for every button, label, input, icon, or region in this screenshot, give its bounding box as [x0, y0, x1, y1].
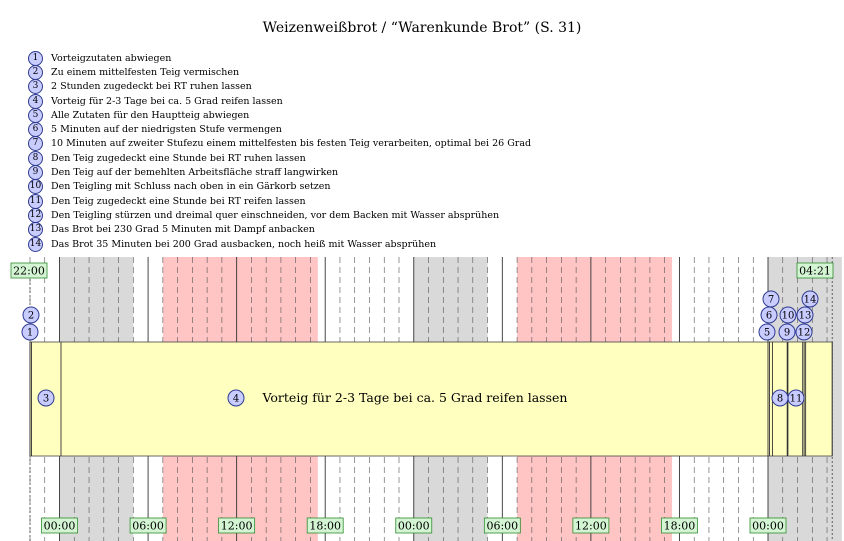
step-marker-label: 4	[232, 393, 240, 405]
step-number-badge: 7	[28, 136, 43, 151]
step-description: Das Brot bei 230 Grad 5 Minuten mit Dampf anbacken	[51, 224, 315, 236]
axis-time-label: 06:00	[486, 519, 519, 533]
step-marker-label: 1	[26, 327, 34, 339]
step-number-badge: 11	[28, 194, 43, 209]
start-time-label: 22:00	[13, 264, 45, 278]
end-time-label: 04:21	[799, 264, 831, 278]
step-number-badge: 8	[28, 151, 43, 166]
step-number-badge: 13	[28, 222, 43, 237]
axis-time-label: 06:00	[132, 519, 164, 533]
axis-time-label: 18:00	[309, 519, 342, 533]
step-description: Den Teig zugedeckt eine Stunde bei RT reifen lassen	[51, 195, 306, 207]
step-number-badge: 1	[28, 51, 43, 66]
step-marker-label: 5	[763, 327, 771, 339]
axis-time-label: 12:00	[575, 519, 607, 533]
step-description: Zu einem mittelfesten Teig vermischen	[51, 66, 240, 78]
step-description: Alle Zutaten für den Hauptteig abwiegen	[51, 109, 250, 121]
step-marker-label: 9	[783, 327, 791, 339]
step-description: Vorteigzutaten abwiegen	[51, 52, 172, 64]
step-marker-label: 8	[776, 393, 784, 405]
step-marker-label: 7	[767, 294, 775, 306]
step-marker-label: 10	[781, 310, 795, 322]
page-title: Weizenweißbrot / “Warenkunde Brot” (S. 31)	[262, 20, 582, 36]
axis-time-label: 00:00	[397, 519, 430, 533]
step-description: 5 Minuten auf der niedrigsten Stufe vermengen	[51, 124, 282, 136]
step-number-badge: 4	[28, 94, 43, 109]
step-marker-label: 11	[789, 393, 803, 405]
step-marker-label: 14	[803, 294, 817, 306]
step-number-badge: 10	[28, 179, 43, 194]
axis-time-label: 18:00	[663, 519, 696, 533]
step-number-badge: 12	[28, 208, 43, 223]
highlighted-step-label: Vorteig für 2-3 Tage bei ca. 5 Grad reifen lassen	[262, 390, 568, 405]
step-marker-label: 6	[765, 310, 773, 322]
step-description: Den Teig zugedeckt eine Stunde bei RT ruhen lassen	[51, 152, 306, 164]
step-number-badge: 5	[28, 108, 43, 123]
step-description: Den Teigling stürzen und dreimal quer einschneiden, vor dem Backen mit Wasser absprühen	[51, 209, 500, 221]
step-description: Das Brot 35 Minuten bei 200 Grad ausbacken, noch heiß mit Wasser absprühen	[51, 238, 437, 250]
step-marker-label: 12	[797, 327, 811, 339]
step-marker-label: 3	[42, 393, 50, 405]
step-number-badge: 9	[28, 165, 43, 180]
step-description: Den Teig auf der bemehlten Arbeitsfläche straff langwirken	[51, 167, 339, 179]
step-number-badge: 6	[28, 122, 43, 137]
step-number-badge: 14	[28, 237, 43, 252]
axis-time-label: 00:00	[752, 519, 784, 533]
step-marker-label: 2	[27, 310, 35, 322]
step-description: Vorteig für 2-3 Tage bei ca. 5 Grad reifen lassen	[51, 95, 283, 107]
step-number-badge: 2	[28, 65, 43, 80]
axis-time-label: 12:00	[220, 519, 253, 533]
step-description: 2 Stunden zugedeckt bei RT ruhen lassen	[51, 81, 252, 93]
step-description: Den Teigling mit Schluss nach oben in ein Gärkorb setzen	[51, 181, 331, 193]
step-description: 10 Minuten auf zweiter Stufezu einem mittelfesten bis festen Teig verarbeiten, optimal bei 26 Grad	[51, 138, 532, 150]
step-marker-label: 13	[798, 310, 812, 322]
axis-time-label: 00:00	[43, 519, 76, 533]
step-number-badge: 3	[28, 79, 43, 94]
